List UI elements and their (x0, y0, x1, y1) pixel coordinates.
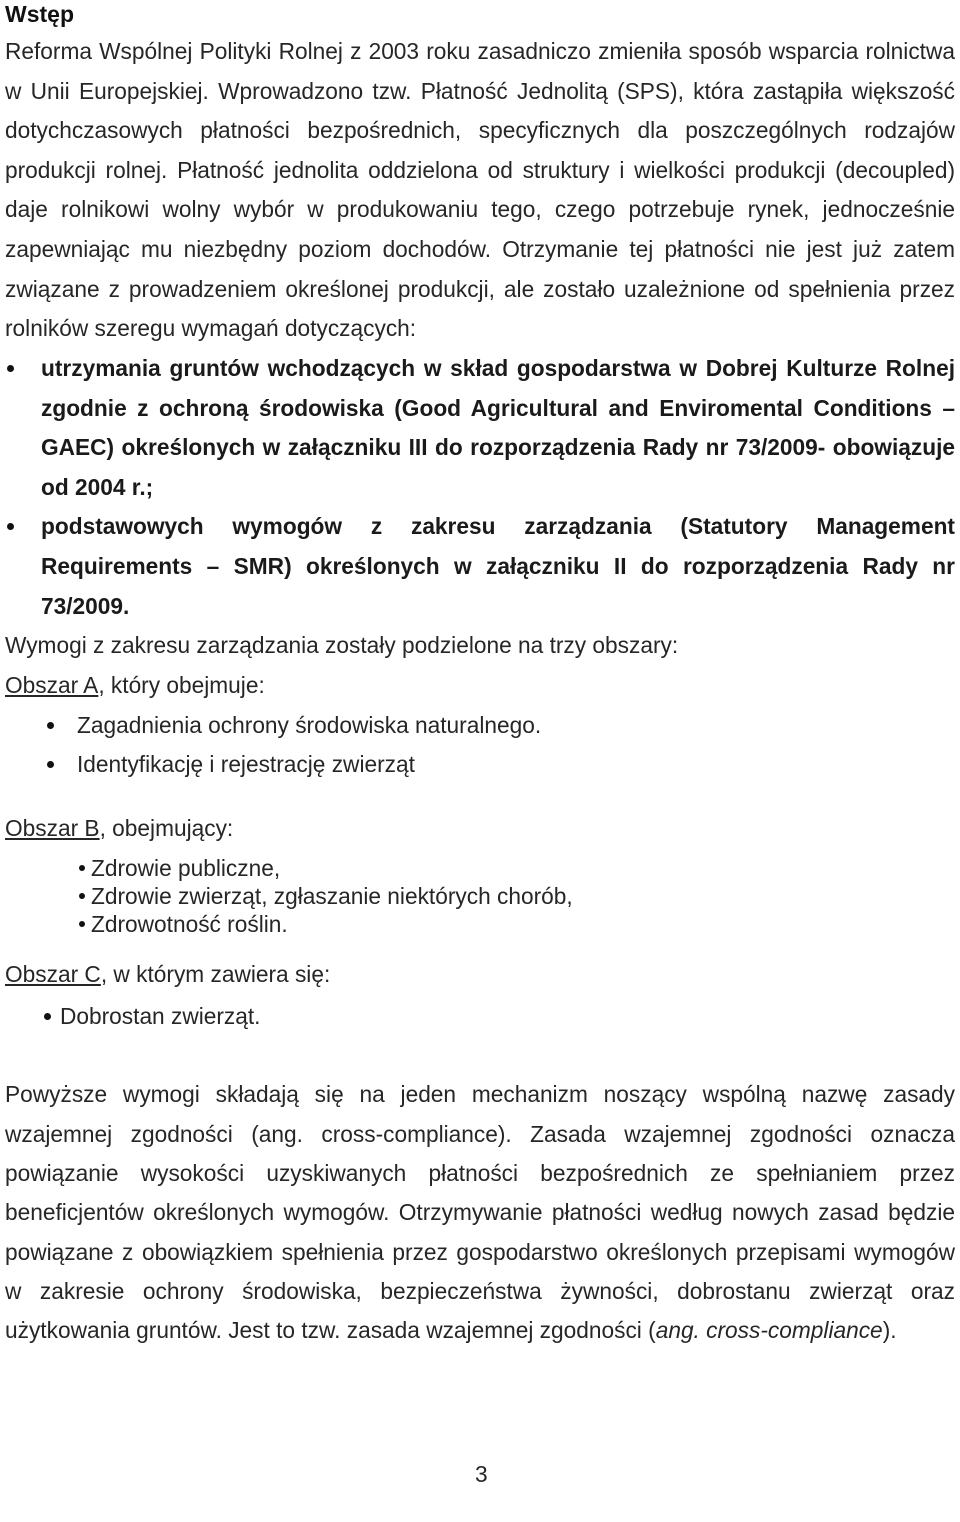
list-item (0, 997, 955, 1037)
area-a-title: Obszar A (5, 671, 99, 698)
area-b-list (0, 854, 955, 938)
area-c-title: Obszar C (5, 961, 101, 988)
requirement-item-gaec (0, 349, 955, 507)
intro-line: zapewniając mu niezbędny poziom dochodów. Otrzymanie tej płatności nie jest już zatem (5, 235, 955, 262)
closing-last-line (5, 1311, 955, 1350)
intro-line: daje rolnikowi wolny wybór w produkowaniu tego, czego potrzebuje rynek, jednocześnie (5, 196, 955, 223)
list-item (0, 882, 955, 910)
bullet-icon (79, 893, 85, 899)
requirements-list (0, 349, 955, 626)
bullet-icon (79, 865, 85, 871)
page-number: 3 (475, 1461, 488, 1488)
bullet-icon (7, 365, 14, 372)
requirement-line: zgodnie z ochroną środowiska (Good Agricultural and Enviromental Conditions – (41, 394, 955, 421)
list-item (0, 745, 955, 785)
closing-line: Powyższe wymogi składają się na jeden mechanizm noszący wspólną nazwę zasady (5, 1081, 955, 1108)
requirement-line: od 2004 r.; (41, 473, 154, 500)
area-a-list (0, 706, 955, 785)
section-heading: Wstęp (5, 1, 74, 27)
closing-line: powiązane z obowiązkiem spełnienia przez gospodarstwo określonych przepisami wymogów (5, 1238, 955, 1265)
area-a-heading (5, 666, 955, 706)
smr-intro-text: Wymogi z zakresu zarządzania zostały podzielone na trzy obszary: (5, 632, 679, 659)
bullet-icon (79, 921, 85, 927)
area-c-suffix: , w którym zawiera się: (100, 961, 331, 988)
closing-line: powiązanie wysokości uzyskiwanych płatności bezpośrednich ze spełnianiem przez (5, 1159, 955, 1186)
list-item-text: Zagadnienia ochrony środowiska naturalnego. (77, 711, 542, 738)
list-item (0, 854, 955, 882)
smr-intro (5, 626, 955, 705)
requirement-item-smr (0, 507, 955, 626)
closing-line: beneficjentów określonych wymogów. Otrzymywanie płatności według nowych zasad będzie (5, 1199, 955, 1226)
area-b-title: Obszar B (5, 815, 100, 842)
area-c-heading (5, 955, 955, 995)
list-item-text: Dobrostan zwierząt. (60, 1003, 261, 1030)
area-b-heading (5, 809, 955, 849)
bullet-icon (47, 722, 54, 729)
intro-line: w Unii Europejskiej. Wprowadzono tzw. Płatność Jednolitą (SPS), która zastąpiła większość (5, 77, 955, 104)
closing-text-end: ). (882, 1317, 897, 1344)
list-item-text: Zdrowotność roślin. (91, 911, 288, 937)
requirement-line: GAEC) określonych w załączniku III do rozporządzenia Rady nr 73/2009- obowiązuje (41, 434, 955, 461)
requirement-line: utrzymania gruntów wchodzących w skład gospodarstwa w Dobrej Kulturze Rolnej (41, 355, 955, 381)
bullet-icon (7, 523, 14, 530)
list-item-text: Zdrowie zwierząt, zgłaszanie niektórych chorób, (91, 883, 573, 909)
closing-term: ang. cross-compliance (655, 1317, 883, 1344)
closing-line: w zakresie ochrony środowiska, bezpieczeństwa żywności, dobrostanu zwierząt oraz (5, 1277, 955, 1304)
intro-line: związane z prowadzeniem określonej produkcji, ale zostało uzależnione od spełnienia przez (5, 275, 955, 302)
area-a-suffix: , który obejmuje: (98, 671, 265, 698)
area-c-list (0, 997, 955, 1037)
closing-line: wzajemnej zgodności (ang. cross-compliance). Zasada wzajemnej zgodności oznacza (5, 1120, 955, 1147)
list-item-text: Zdrowie publiczne, (91, 855, 281, 881)
requirement-line: Requirements – SMR) określonych w załączniku II do rozporządzenia Rady nr (41, 552, 955, 579)
list-item (0, 910, 955, 938)
intro-line: rolników szeregu wymagań dotyczących: (5, 315, 417, 342)
bullet-icon (44, 1013, 51, 1020)
closing-paragraph (5, 1075, 955, 1350)
requirement-line: 73/2009. (41, 592, 130, 619)
requirement-line: podstawowych wymogów z zakresu zarządzania (Statutory Management (41, 513, 955, 540)
intro-paragraph (5, 32, 955, 349)
intro-line: dotychczasowych płatności bezpośrednich, specyficznych dla poszczególnych rodzajów (5, 117, 955, 144)
closing-text: użytkowania gruntów. Jest to tzw. zasada wzajemnej zgodności ( (5, 1317, 656, 1344)
bullet-icon (47, 761, 54, 768)
list-item-text: Identyfikację i rejestrację zwierząt (77, 751, 415, 778)
intro-line: produkcji rolnej. Płatność jednolita oddzielona od struktury i wielkości produkcji (decoupled) (5, 156, 955, 183)
intro-line: Reforma Wspólnej Polityki Rolnej z 2003 roku zasadniczo zmieniła sposób wsparcia rolnictwa (5, 38, 955, 64)
list-item (0, 706, 955, 746)
area-b-suffix: , obejmujący: (99, 815, 234, 842)
